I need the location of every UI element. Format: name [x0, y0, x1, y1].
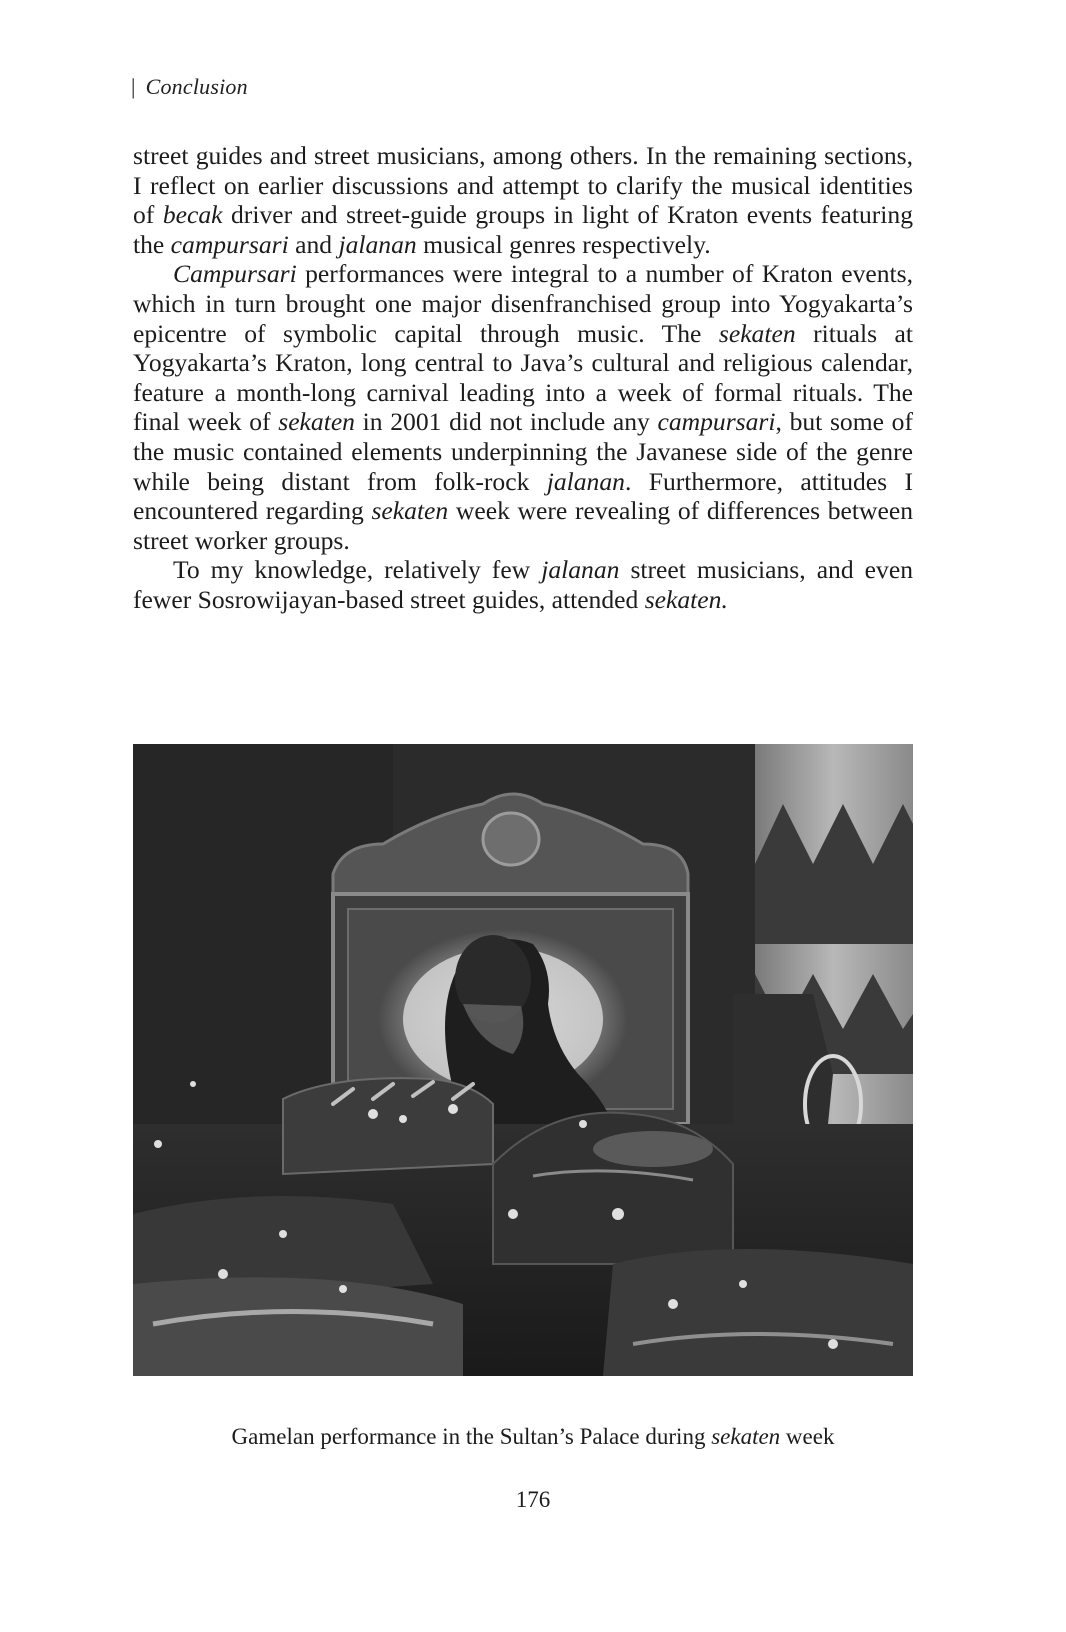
- text-run: and: [288, 229, 339, 259]
- italic-term: sekaten: [718, 318, 796, 348]
- text-run: driver and street-guide groups in light of Kraton events featuring the: [133, 200, 914, 259]
- text-run: musical genres respectively.: [416, 229, 711, 259]
- italic-term: becak: [162, 200, 223, 230]
- text-run: To my knowledge, relatively few: [173, 555, 542, 585]
- italic-term: campursari: [657, 407, 776, 437]
- caption-italic-term: sekaten: [711, 1424, 781, 1449]
- paragraph: [133, 259, 913, 555]
- text-run: performances were integral to a number of Kraton events, which in turn brought one major disenfranchised group into Yogyakarta’s epicentre of symbolic capital through music. The: [133, 259, 913, 348]
- text-run: . Furthermore, attitudes I encountered regarding: [133, 466, 913, 526]
- italic-term: jalanan: [338, 229, 417, 259]
- italic-term: sekaten.: [644, 584, 728, 614]
- italic-term: sekaten: [371, 496, 449, 526]
- italic-term: Campursari: [173, 259, 297, 289]
- figure-photo: [133, 744, 913, 1376]
- italic-term: campursari: [170, 229, 289, 259]
- text-run: street guides and street musicians, among others. In the remaining sections, I reflect on earlier discussions and attempt to clarify the musical identities of: [133, 141, 913, 230]
- text-run: week were revealing of differences between street worker groups.: [133, 496, 913, 555]
- caption-text: Gamelan performance in the Sultan’s Palace during: [231, 1424, 712, 1449]
- text-run: street musicians, and even fewer Sosrowijayan-based street guides, attended: [133, 555, 913, 614]
- italic-term: sekaten: [278, 407, 355, 437]
- header-rule: |: [131, 74, 136, 99]
- paragraph: [133, 555, 913, 614]
- italic-term: jalanan: [541, 555, 620, 585]
- paragraph: [133, 141, 913, 259]
- italic-term: jalanan: [546, 466, 625, 496]
- running-head: [131, 74, 248, 100]
- figure-caption: [133, 1424, 933, 1450]
- caption-text: week: [780, 1424, 835, 1449]
- text-run: , but some of the music contained elements underpinning the Javanese side of the genre while being distant from folk-rock: [133, 407, 913, 496]
- text-run: rituals at Yogyakarta’s Kraton, long central to Java’s cultural and religious calendar, feature a month-long carnival leading into a week of formal rituals. The final week of: [133, 318, 913, 437]
- text-run: in 2001 did not include any: [354, 407, 658, 437]
- section-title: Conclusion: [145, 74, 248, 99]
- body-text: [133, 141, 913, 615]
- gamelan-photo-image: [133, 744, 913, 1376]
- page-number: 176: [515, 1487, 551, 1512]
